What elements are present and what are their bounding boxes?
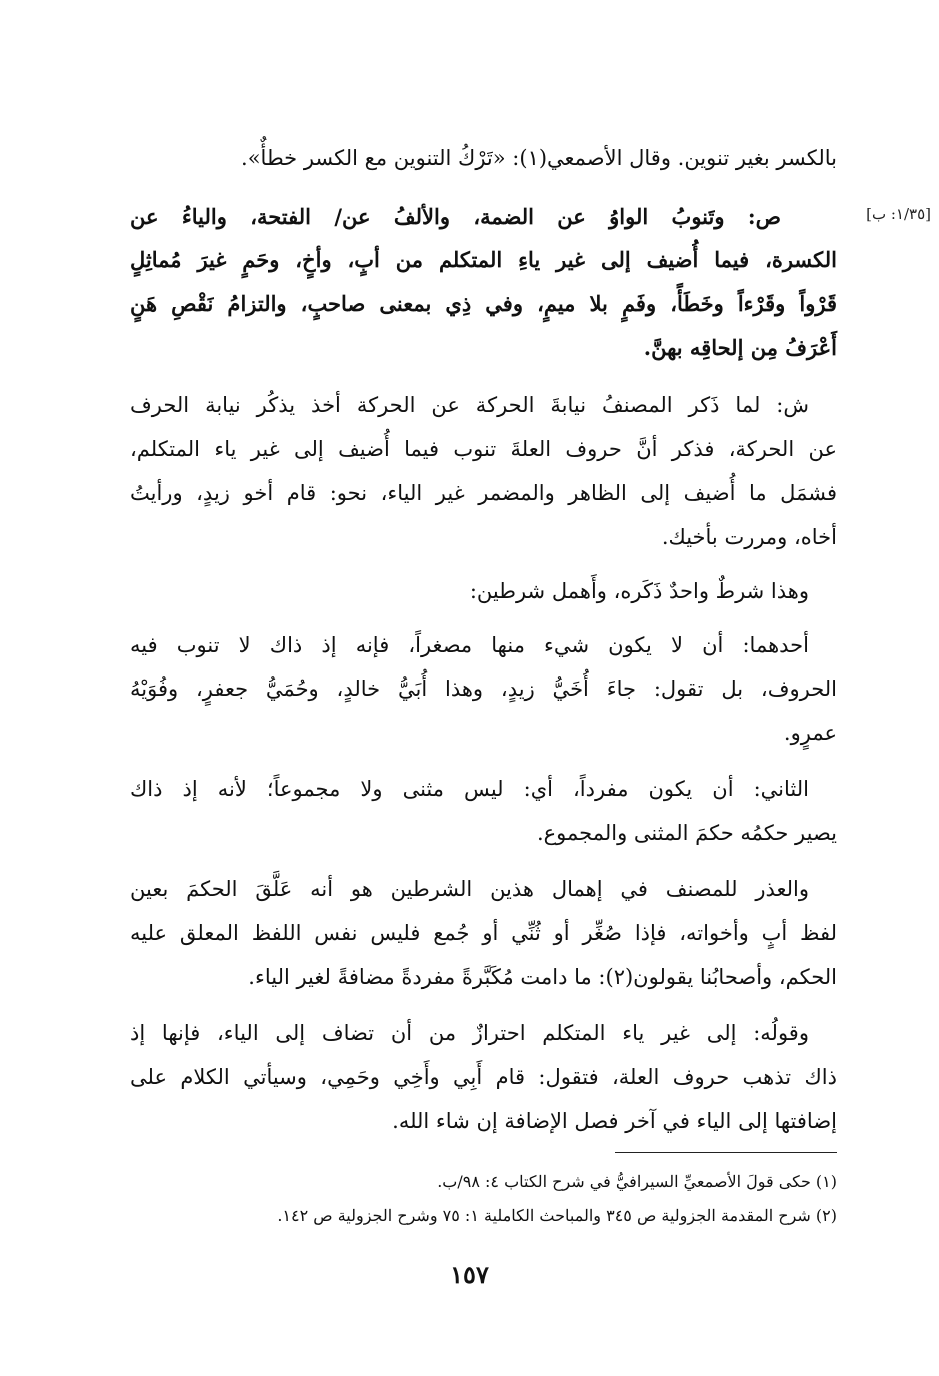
- text-line: فشمَل ما أُضيف إلى الظاهر والمضمر غير الياء، نحو: قام أخو زيدٍ، ورأيتُ: [130, 481, 837, 505]
- text-line: وهذا شرطٌ واحدٌ ذَكَره، وأَهمل شرطين:: [469, 579, 809, 603]
- text-line: يصير حكمُه حكمَ المثنى والمجموع.: [536, 821, 837, 845]
- footnote: (٢) شرح المقدمة الجزولية ص ٣٤٥ والمباحث الكاملية ١: ٧٥ وشرح الجزولية ص ١٤٢.: [277, 1206, 837, 1225]
- text-line: ش: لما ذَكر المصنفُ نيابةَ الحركة عن الحركة أخذ يذكُر نيابة الحرف: [130, 393, 809, 417]
- text-line: والعذر للمصنف في إهمال هذين الشرطين هو أنه عَلَّقَ الحكمَ بعين: [130, 877, 809, 901]
- text-line: الحروف، بل تقول: جاءَ أُخَيُّ زيدٍ، وهذا أُبَيُّ خالدٍ، وحُمَيُّ جعفرٍ، وفُوَيْهُ: [130, 677, 837, 701]
- text-line: الحكم، وأصحابُنا يقولون(٢): ما دامت مُكَبَّرةً مفردةً مضافةً لغير الياء.: [248, 965, 837, 989]
- text-line: إضافتها إلى الياء في آخر فصل الإضافة إن شاء الله.: [392, 1109, 837, 1133]
- text-line: عمرٍو.: [783, 721, 837, 745]
- text-line: ص: وتَنوبُ الواوُ عن الضمة، والألفُ عن/ الفتحة، والياءُ عن: [130, 204, 781, 229]
- text-line: الكسرة، فيما أُضيف إلى غير ياءِ المتكلم من أبٍ، وأخٍ، وحَمٍ غيرَ مُماثِلٍ: [130, 247, 837, 272]
- page-number: ١٥٧: [450, 1260, 489, 1289]
- text-line: وقولُه: إلى غير ياء المتكلم احترازٌ من أن تضاف إلى الياء، فإنها إذ: [130, 1021, 809, 1045]
- text-line: قَرْواً وقَرْءاً وخَطَأً، وفَمٍ بلا ميمٍ، وفي ذِي بمعنى صاحبٍ، والتزامُ نَقْصِ هَنٍ: [130, 291, 837, 316]
- text-line: أَعْرَفُ مِن إلحاقِه بهنَّ.: [643, 335, 837, 360]
- text-line: بالكسر بغير تنوين. وقال الأصمعي(١): «تَرْكُ التنوين مع الكسر خطأٌ».: [241, 146, 837, 170]
- footnote: (١) حكى قولَ الأصمعيِّ السيرافيُّ في شرح الكتاب ٤: ٩٨/ب.: [437, 1172, 837, 1191]
- text-line: أحدهما: أن لا يكون شيء منها مصغراً، فإنه إذ ذاك لا تنوب فيه: [130, 633, 809, 657]
- text-line: لفظ أبٍ وأخواته، فإذا صُغِّر أو ثُنِّي أو جُمع فليس نفس اللفظ المعلق عليه: [130, 921, 837, 945]
- text-line: عن الحركة، فذكر أنَّ حروف العلةَ تنوب فيما أُضيف إلى غير ياء المتكلم،: [130, 437, 837, 461]
- footnote-separator: [615, 1152, 837, 1153]
- text-line: الثاني: أن يكون مفرداً، أي: ليس مثنى ولا مجموعاً؛ لأنه إذ ذاك: [130, 777, 809, 801]
- text-line: أخاه، ومررت بأخيك.: [661, 525, 837, 549]
- text-line: ذاك تذهب حروف العلة، فتقول: قام أَبِي وأَخِي وحَمِي، وسيأتي الكلام على: [130, 1065, 837, 1089]
- margin-note: [١/٣٥: ب]: [866, 205, 931, 223]
